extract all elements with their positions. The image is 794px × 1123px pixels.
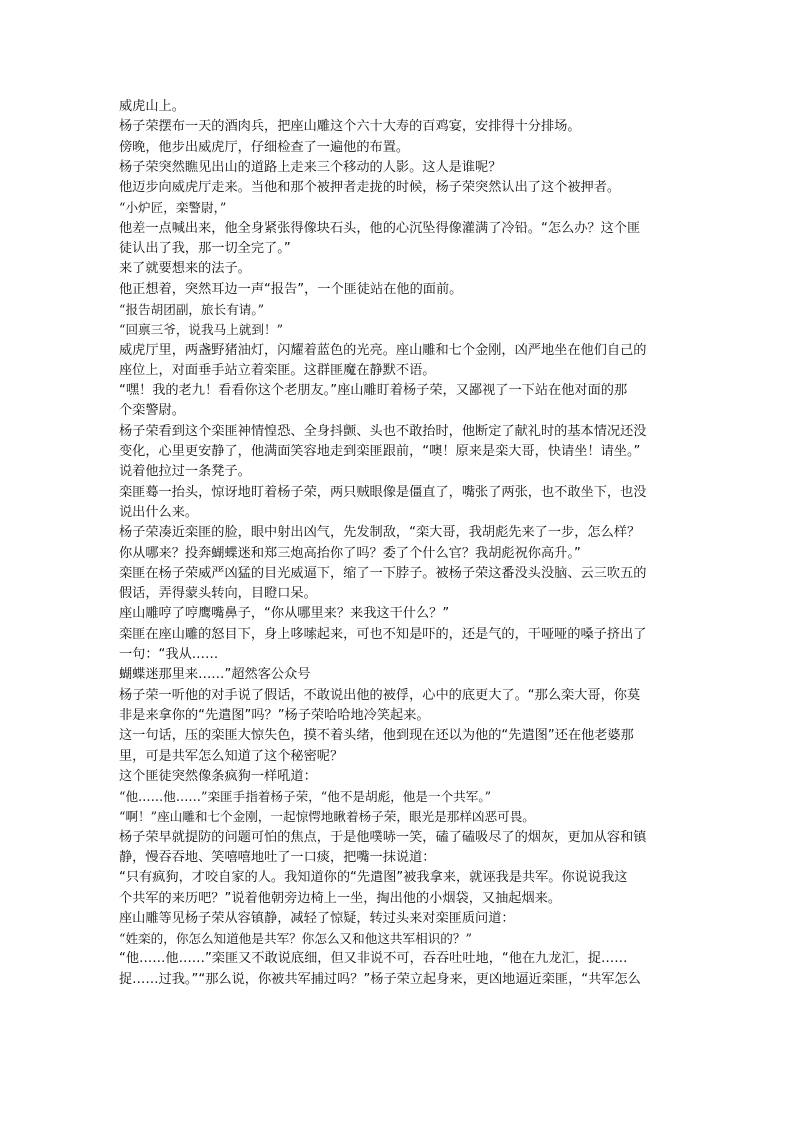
text-line: 栾匪蓦一抬头，惊讶地盯着杨子荣，两只贼眼像是僵直了，嘴张了两张，也不敢坐下，也没 [119,484,647,500]
text-line: 栾匪在座山雕的怒目下，身上哆嗦起来，可也不知是吓的，还是气的，干哑哑的嗓子挤出了 [119,626,647,642]
text-line: 杨子荣早就提防的问题可怕的焦点，于是他噗哧一笑，磕了磕吸尽了的烟灰，更加从容和镇 [119,829,647,845]
text-line: “回禀三爷，说我马上就到！” [119,322,284,338]
text-line: 杨子荣凑近栾匪的脸，眼中射出凶气，先发制敌，“栾大哥，我胡彪先来了一步，怎么样？ [119,525,641,541]
text-line: 里，可是共军怎么知道了这个秘密呢？ [119,748,344,764]
text-line: 说出什么来。 [119,504,199,520]
text-line: “姓栾的，你怎么知道他是共军？你怎么又和他这共军相识的？” [119,931,472,947]
text-line: “报告胡团副，旅长有请。” [119,301,265,317]
text-line: 来了就要想来的法子。 [119,261,251,277]
text-line: 变化，心里更安静了，他满面笑容地走到栾匪跟前，“噢！原来是栾大哥，快请坐！请坐。” [119,444,641,460]
text-line: 威虎厅里，两盏野猪油灯，闪耀着蓝色的光亮。座山雕和七个金刚，凶严地坐在他们自己的 [119,342,647,358]
document-body [119,97,679,990]
text-line: 蝴蝶迷那里来……”超然客公众号 [119,667,311,683]
text-line: 杨子荣一听他的对手说了假话，不敢说出他的被俘，心中的底更大了。“那么栾大哥，你莫 [119,687,641,703]
text-line: 假话，弄得蒙头转向，目瞪口呆。 [119,586,317,602]
text-line: 他迈步向威虎厅走来。当他和那个被押者走拢的时候，杨子荣突然认出了这个被押者。 [119,180,621,196]
text-line: 静，慢吞吞地、笑嘻嘻地吐了一口痰，把嘴一抹说道： [119,849,436,865]
text-line: 威虎山上。 [119,99,185,114]
text-line: 座位上，对面垂手站立着栾匪。这群匪魔在静默不语。 [119,362,436,378]
text-line: 个共军的来历吧？”说着他朝旁边椅上一坐，掏出他的小烟袋，又抽起烟来。 [119,890,562,906]
text-line: 座山雕等见杨子荣从容镇静，减轻了惊疑，转过头来对栾匪质问道： [119,910,515,926]
text-line: 这个匪徒突然像条疯狗一样吼道： [119,768,317,784]
text-line: 捉……过我。”“那么说，你被共军捕过吗？”杨子荣立起身来，更凶地逼近栾匪，“共军怎么 [119,971,641,987]
text-line: 非是来拿你的“先遣图”吗？”杨子荣哈哈地冷笑起来。 [119,707,430,723]
text-line: 一句：“我从…… [119,647,219,663]
text-line: “他……他……”栾匪手指着杨子荣，“他不是胡彪，他是一个共军。” [119,789,492,805]
text-line: 他正想着，突然耳边一声“报告”，一个匪徒站在他的面前。 [119,281,463,297]
text-line: 栾匪在杨子荣威严凶猛的目光威逼下，缩了一下脖子。被杨子荣这番没头没脑、云三吹五的 [119,565,647,581]
text-line: 徒认出了我，那一切全完了。” [119,241,291,257]
text-line: 个栾警尉。 [119,403,185,419]
text-line: 你从哪来？投奔蝴蝶迷和郑三炮高抬你了吗？委了个什么官？我胡彪祝你高升。” [119,545,581,561]
text-line: “啊！”座山雕和七个金刚，一起惊愕地瞅着杨子荣，眼光是那样凶恶可畏。 [119,809,535,825]
text-line: 座山雕哼了哼鹰嘴鼻子，“你从哪里来？来我这干什么？” [119,606,450,622]
text-line: 他差一点喊出来，他全身紧张得像块石头，他的心沉坠得像灌满了冷铅。“怎么办？这个匪 [119,220,641,236]
text-line: “只有疯狗，才咬自家的人。我知道你的“先遣图”被我拿来，就诬我是共军。你说说我这 [119,870,628,886]
text-line: “小炉匠，栾警尉，” [119,200,227,216]
text-line: 杨子荣摆布一天的酒肉兵，把座山雕这个六十大寿的百鸡宴，安排得十分排场。 [119,119,581,135]
text-line: 说着他拉过一条凳子。 [119,464,251,480]
text-line: 杨子荣突然瞧见出山的道路上走来三个移动的人影。这人是谁呢？ [119,159,502,175]
text-line: “嘿！我的老九！看看你这个老朋友。”座山雕盯着杨子荣，又鄙视了一下站在他对面的那 [119,383,628,399]
text-line: 傍晚，他步出威虎厅，仔细检查了一遍他的布置。 [119,139,410,155]
text-line: “他……他……”栾匪又不敢说底细，但又非说不可，吞吞吐吐地，“他在九龙汇，捉…… [119,951,628,967]
text-line: 这一句话，压的栾匪大惊失色，摸不着头绪，他到现在还以为他的“先遣图”还在他老婆那 [119,728,634,744]
text-line: 杨子荣看到这个栾匪神情惶恐、全身抖颤、头也不敢抬时，他断定了献礼时的基本情况还没 [119,423,647,439]
